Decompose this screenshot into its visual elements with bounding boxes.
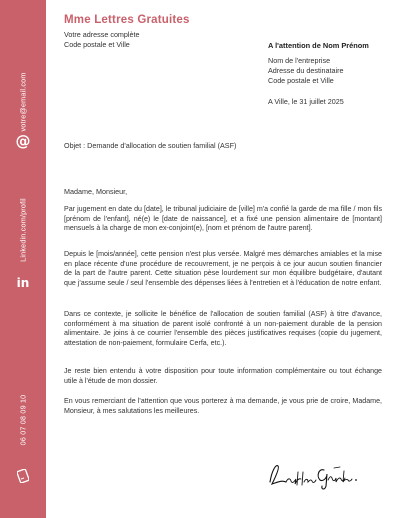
linkedin-icon: in bbox=[16, 276, 30, 290]
email-text: votre@email.com bbox=[18, 72, 28, 132]
sender-name: Mme Lettres Gratuites bbox=[64, 14, 190, 26]
date-line: A Ville, le 31 juillet 2025 bbox=[268, 97, 344, 106]
paragraph-3: Dans ce contexte, je sollicite le bénéfice de l'allocation de soutien familial (ASF) à titre d'avance, conformément à ma situation de parent isolé confronté à un non-paiement durable de la pension alimentaire. Je joins à ce courrier l'ensemble des pièces justificatives requises (copie du jugement, attestation de non-paiement, formulaire Cerfa, etc.). bbox=[64, 310, 382, 347]
recipient-block bbox=[268, 41, 398, 86]
recipient-company: Nom de l'entreprise bbox=[268, 56, 331, 65]
sidebar-linkedin-block bbox=[0, 190, 46, 300]
sidebar-phone-block bbox=[0, 380, 46, 490]
sender-city: Code postale et Ville bbox=[64, 40, 130, 49]
at-sign-icon: @ bbox=[15, 132, 31, 150]
object-line: Objet : Demande d'allocation de soutien familial (ASF) bbox=[64, 141, 237, 150]
sender-address: Votre adresse complète bbox=[64, 30, 140, 39]
salutation: Madame, Monsieur, bbox=[64, 187, 128, 196]
recipient-city: Code postale et Ville bbox=[268, 76, 334, 85]
paragraph-1: Par jugement en date du [date], le tribunal judiciaire de [ville] m'a confié la garde de ma fille / mon fils [prénom de l'enfant], né(e) le [date de naissance], et a fixé une pension alimentaire de [montant] mensuels à la charge de mon ex-conjoint(e), [nom et prénom de l'autre parent]. bbox=[64, 205, 382, 233]
signature bbox=[264, 458, 364, 492]
phone-text: 06 07 08 09 10 bbox=[18, 394, 28, 446]
letter-body bbox=[64, 0, 390, 518]
recipient-address: Adresse du destinataire bbox=[268, 66, 344, 75]
paragraph-4: Je reste bien entendu à votre disposition pour toute information complémentaire ou tout échange utile à l'étude de mon dossier. bbox=[64, 367, 382, 385]
phone-icon bbox=[17, 468, 29, 487]
paragraph-2: Depuis le [mois/année], cette pension n'est plus versée. Malgré mes démarches amiables et la mise en place récente d'une procédure de recouvrement, je ne perçois à ce jour aucun soutien financier de la part de l'autre parent. Cette situation pèse lourdement sur mon équilibre budgétaire, d'autant que j'assume seule / seul l'ensemble des dépenses liées à l'entretien et à l'éducation de notre enfant. bbox=[64, 250, 382, 287]
sidebar bbox=[0, 0, 46, 518]
sidebar-email-block bbox=[0, 62, 46, 172]
linkedin-text: Linkedin.com/profil bbox=[18, 198, 28, 262]
paragraph-5: En vous remerciant de l'attention que vous porterez à ma demande, je vous prie de croire, Madame, Monsieur, à mes salutations les meilleures. bbox=[64, 397, 382, 415]
recipient-attention: A l'attention de Nom Prénom bbox=[268, 41, 369, 50]
